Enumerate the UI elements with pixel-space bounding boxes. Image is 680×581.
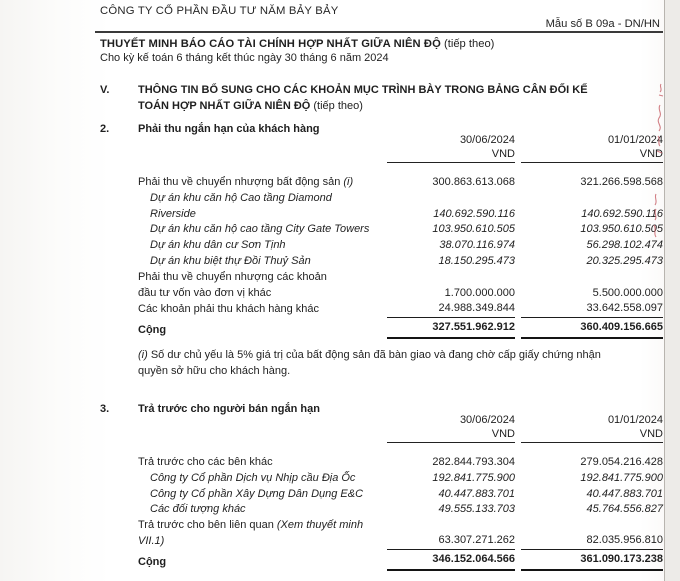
- table-row: [100, 222, 663, 238]
- row-label: Công ty Cổ phần Dịch vụ Nhịp cầu Địa Ốc: [150, 471, 356, 484]
- value-current: 282.844.793.304: [432, 456, 515, 468]
- handwritten-annotation: [650, 192, 662, 240]
- section-v-line1: THÔNG TIN BỔ SUNG CHO CÁC KHOẢN MỤC TRÌNH BÀY TRONG BẢNG CÂN ĐỐI KẾ: [138, 84, 588, 96]
- section-v-heading: [100, 83, 640, 114]
- column-date-prior: 01/01/2024: [607, 414, 663, 426]
- handwritten-annotation: [656, 83, 666, 99]
- handwritten-annotation: [654, 103, 666, 158]
- section-v-line2: TOÁN HỢP NHẤT GIỮA NIÊN ĐỘ: [138, 99, 311, 112]
- row-label-note: (Xem thuyết minh: [276, 519, 364, 532]
- column-currency-current: VND: [387, 147, 515, 163]
- value-prior: 103.950.610.505: [580, 223, 663, 236]
- section-2-title: Phải thu ngắn hạn của khách hàng: [138, 123, 320, 135]
- column-currency-prior: VND: [521, 427, 663, 443]
- prepayments-table: [100, 414, 663, 571]
- value-prior: 279.054.216.428: [580, 456, 663, 468]
- value-prior: 321.266.598.568: [580, 176, 663, 188]
- row-label-text: Phải thu về chuyển nhượng bất động sản: [138, 176, 341, 188]
- column-header-current: [387, 414, 515, 443]
- section-3-title: Trả trước cho người bán ngắn hạn: [138, 403, 320, 415]
- section-2-number: 2.: [100, 123, 110, 135]
- value-prior: 82.035.956.810: [521, 533, 663, 550]
- section-v-suffix: (tiếp theo): [313, 99, 363, 112]
- table-row: [100, 270, 663, 302]
- column-currency-current: VND: [387, 427, 515, 443]
- value-prior: 45.764.556.827: [586, 503, 663, 516]
- row-label: Công ty Cổ phần Xây Dựng Dân Dụng E&C: [150, 487, 364, 500]
- row-label: Trả trước cho các bên khác: [138, 456, 273, 468]
- value-current: 192.841.775.900: [432, 471, 515, 484]
- value-current: 1.700.000.000: [444, 286, 515, 299]
- table-body: [100, 175, 663, 339]
- section-v-number: V.: [100, 84, 110, 96]
- footnote-marker: (i): [138, 349, 148, 361]
- total-label: Cộng: [138, 555, 167, 568]
- value-current: 140.692.590.116: [433, 207, 515, 220]
- table-row: [100, 175, 663, 191]
- section-v-text: [138, 83, 640, 114]
- table-row: [100, 487, 663, 503]
- footnote: [100, 348, 605, 379]
- header-divider: [95, 31, 663, 33]
- value-current: 38.070.116.974: [439, 239, 515, 252]
- row-label: Dự án khu căn hộ cao tầng City Gate Towers: [150, 223, 370, 236]
- column-header-prior: [521, 134, 663, 163]
- value-prior: 140.692.590.116: [581, 207, 663, 220]
- table-row: [100, 191, 663, 223]
- row-label: [100, 175, 387, 191]
- company-name: CÔNG TY CỔ PHẦN ĐẦU TƯ NĂM BẢY BẢY: [100, 5, 339, 17]
- table-row: [100, 471, 663, 487]
- column-header-current: [387, 134, 515, 163]
- receivables-table: [100, 134, 663, 339]
- row-label: Các đối tượng khác: [150, 503, 246, 516]
- row-label: Dự án khu biệt thự Đồi Thuỷ Sản: [150, 254, 311, 267]
- report-period: Cho kỳ kế toán 6 tháng kết thúc ngày 30 tháng 6 năm 2024: [100, 52, 389, 64]
- value-current: 18.150.295.473: [438, 254, 515, 267]
- row-label: [100, 191, 387, 223]
- row-label: [100, 270, 387, 302]
- value-prior: 192.841.775.900: [580, 471, 663, 484]
- section-3-number: 3.: [100, 403, 110, 415]
- row-label-text: Phải thu về chuyển nhượng các khoản: [138, 270, 327, 283]
- table-row: [100, 254, 663, 270]
- total-prior: 360.409.156.665: [521, 320, 663, 339]
- form-number: Mẫu số B 09a - DN/HN: [545, 18, 660, 30]
- value-current: 103.950.610.505: [432, 223, 515, 236]
- value-prior: 5.500.000.000: [592, 286, 663, 299]
- footnote-text: Số dư chủ yếu là 5% giá trị của bất động sản đã bàn giao và đang chờ cấp giấy chứng nhận quyền sở hữu cho khách hàng.: [138, 349, 601, 377]
- table-row: [100, 518, 663, 550]
- total-label: Cộng: [138, 324, 167, 337]
- page-edge: [664, 0, 680, 581]
- table-header: [100, 134, 663, 163]
- table-row: [100, 502, 663, 518]
- value-prior: 56.298.102.474: [586, 239, 663, 252]
- table-body: [100, 455, 663, 571]
- table-row: [100, 238, 663, 254]
- row-label: Các khoản phải thu khách hàng khác: [138, 303, 320, 316]
- table-row: [100, 301, 663, 318]
- total-current: 346.152.064.566: [387, 552, 515, 571]
- column-header-prior: [521, 414, 663, 443]
- row-label-text: Trả trước cho bên liên quan: [138, 519, 274, 532]
- total-prior: 361.090.173.238: [521, 552, 663, 571]
- row-label-note2: VII.1): [138, 534, 165, 547]
- row-label: Dự án khu dân cư Sơn Tịnh: [150, 239, 286, 252]
- value-current: 49.555.133.703: [438, 503, 515, 516]
- report-title: [100, 38, 663, 50]
- total-row: [100, 320, 663, 339]
- column-currency-prior: VND: [521, 147, 663, 163]
- column-date-prior: 01/01/2024: [607, 134, 663, 146]
- table-row: [100, 455, 663, 471]
- value-current: 40.447.883.701: [438, 487, 515, 500]
- report-title-main: THUYẾT MINH BÁO CÁO TÀI CHÍNH HỢP NHẤT GIỮA NIÊN ĐỘ: [100, 38, 441, 50]
- value-prior: 40.447.883.701: [586, 487, 663, 500]
- table-header: [100, 414, 663, 443]
- total-current: 327.551.962.912: [387, 320, 515, 339]
- row-label-note: (i): [343, 176, 354, 188]
- row-label-text: Dự án khu căn hộ Cao tầng Diamond: [150, 191, 332, 204]
- value-prior: 20.325.295.473: [586, 254, 663, 267]
- total-row: [100, 552, 663, 571]
- value-current: 24.988.349.844: [387, 301, 515, 318]
- report-title-suffix: (tiếp theo): [444, 38, 495, 50]
- column-date-current: 30/06/2024: [459, 134, 515, 146]
- row-label-text2: đầu tư vốn vào đơn vị khác: [138, 286, 272, 299]
- row-label: [100, 518, 387, 550]
- column-date-current: 30/06/2024: [459, 414, 515, 426]
- row-label-text2: Riverside: [150, 207, 196, 220]
- value-current: 63.307.271.262: [387, 533, 515, 550]
- value-current: 300.863.613.068: [432, 176, 515, 188]
- value-prior: 33.642.558.097: [521, 301, 663, 318]
